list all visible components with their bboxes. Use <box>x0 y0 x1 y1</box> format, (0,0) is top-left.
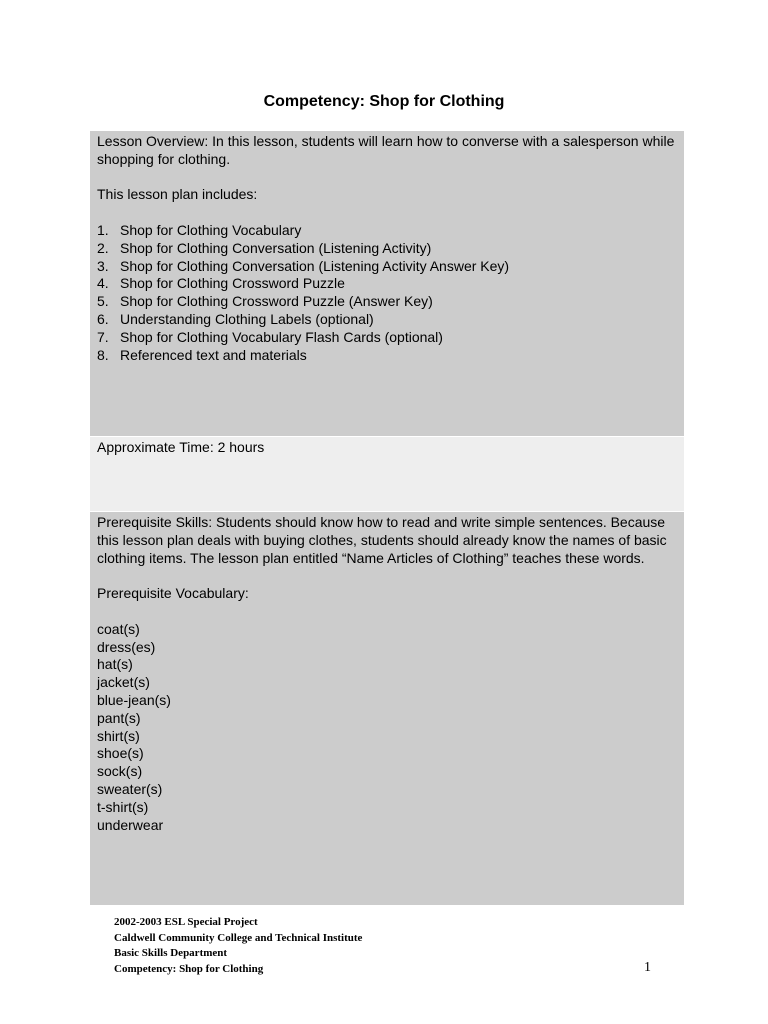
list-item <box>97 258 677 276</box>
prerequisites-section <box>90 512 684 905</box>
list-item-number: 3. <box>97 257 109 274</box>
lesson-items-list <box>97 222 677 364</box>
footer-project-line: 2002-2003 ESL Special Project <box>114 916 258 928</box>
vocab-item: blue-jean(s) <box>97 691 171 708</box>
list-item <box>97 275 677 293</box>
list-item <box>97 293 677 311</box>
list-item-text: Shop for Clothing Crossword Puzzle (Answer Key) <box>120 293 433 310</box>
page-title: Competency: Shop for Clothing <box>263 93 505 110</box>
footer-institute-line: Caldwell Community College and Technical Institute <box>114 931 363 944</box>
vocab-item: pant(s) <box>97 709 141 726</box>
list-item-text: Shop for Clothing Conversation (Listening Activity Answer Key) <box>120 257 510 274</box>
includes-label: This lesson plan includes: <box>97 186 258 203</box>
list-item <box>97 329 677 347</box>
approximate-time-section <box>90 437 684 511</box>
list-item-text: Shop for Clothing Conversation (Listening Activity) <box>120 239 432 256</box>
spacer <box>97 567 677 585</box>
spacer <box>97 169 677 187</box>
page-number: 1 <box>644 960 651 975</box>
list-item-number: 1. <box>97 221 109 238</box>
list-item-text: Shop for Clothing Crossword Puzzle <box>120 275 345 292</box>
vocab-item: coat(s) <box>97 620 140 637</box>
vocab-item: t-shirt(s) <box>97 798 149 815</box>
list-item-number: 2. <box>97 239 109 256</box>
lesson-overview-section <box>90 131 684 436</box>
list-item-number: 6. <box>97 310 109 327</box>
list-item-text: Understanding Clothing Labels (optional) <box>120 310 374 327</box>
page-footer <box>114 915 654 977</box>
footer-department-line: Basic Skills Department <box>114 947 228 959</box>
vocab-item: shoe(s) <box>97 745 144 762</box>
prerequisite-vocab-label: Prerequisite Vocabulary: <box>97 585 249 602</box>
vocab-item: hat(s) <box>97 656 133 673</box>
list-item-number: 5. <box>97 293 109 310</box>
list-item-text: Referenced text and materials <box>120 346 307 363</box>
vocab-item: shirt(s) <box>97 727 140 744</box>
list-item-number: 7. <box>97 328 109 345</box>
list-item <box>97 311 677 329</box>
lesson-overview-text: Lesson Overview: In this lesson, students will learn how to converse with a salesperson while shopping for clothing. <box>97 133 675 167</box>
vocab-item: underwear <box>97 816 164 833</box>
list-item <box>97 240 677 258</box>
list-item <box>97 222 677 240</box>
approximate-time-text: Approximate Time: 2 hours <box>97 439 265 455</box>
vocab-item: dress(es) <box>97 638 156 655</box>
vocab-list <box>97 621 677 835</box>
spacer <box>97 204 677 222</box>
spacer <box>97 603 677 621</box>
list-item-text: Shop for Clothing Vocabulary <box>120 221 302 238</box>
prerequisite-skills-text: Prerequisite Skills: Students should know how to read and write simple sentences. Because this lesson plan deals with buying clothes, students should already know the names of basic clothing items. The lesson plan entitled “Name Articles of Clothing” teaches these words. <box>97 514 667 566</box>
list-item-text: Shop for Clothing Vocabulary Flash Cards (optional) <box>120 328 443 345</box>
footer-competency-line: Competency: Shop for Clothing <box>114 962 264 975</box>
list-item <box>97 347 677 365</box>
list-item-number: 4. <box>97 275 109 292</box>
vocab-item: sock(s) <box>97 763 143 780</box>
vocab-item: sweater(s) <box>97 780 163 797</box>
vocab-item: jacket(s) <box>97 674 150 691</box>
list-item-number: 8. <box>97 346 109 363</box>
